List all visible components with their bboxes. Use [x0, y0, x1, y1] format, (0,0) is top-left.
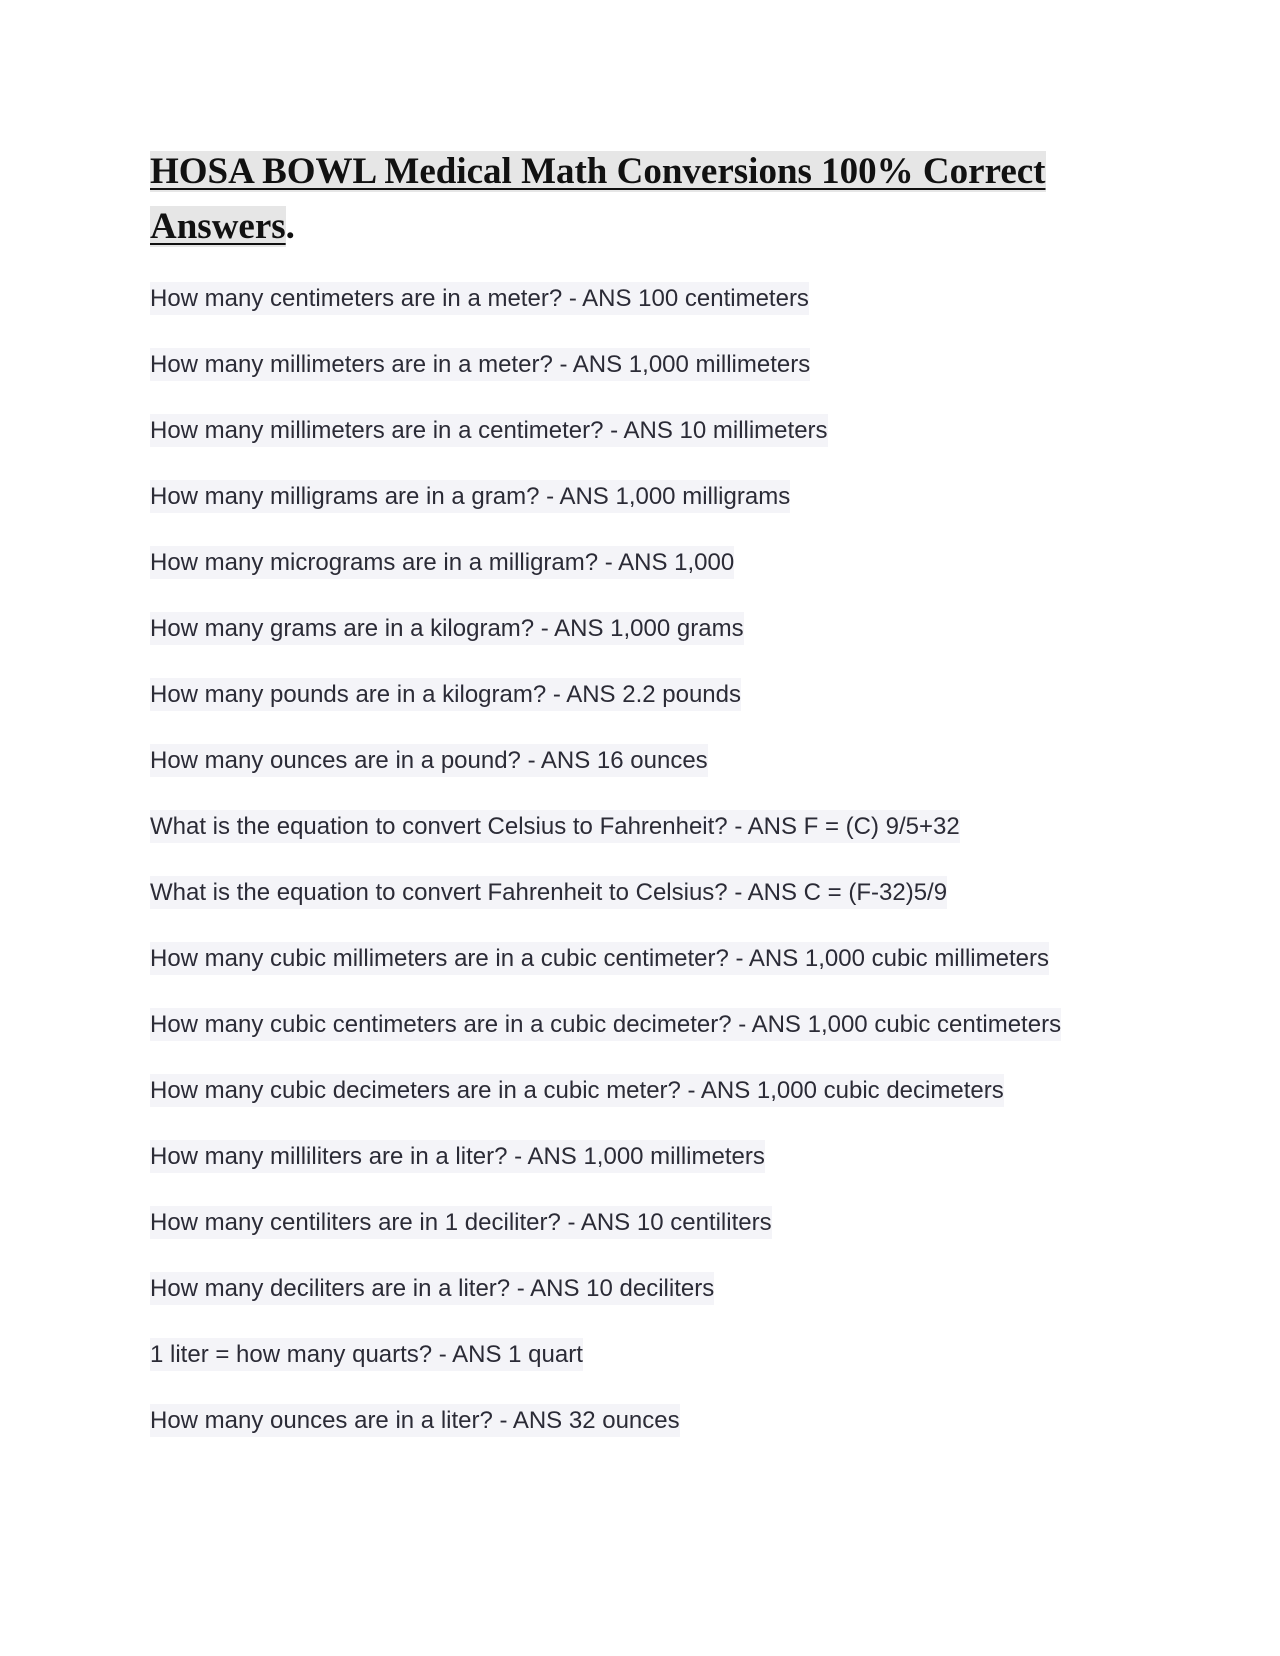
- qa-item-text: How many cubic centimeters are in a cubic decimeter? - ANS 1,000 cubic centimeters: [150, 1008, 1061, 1041]
- qa-item: [150, 409, 1200, 475]
- qa-item: [150, 1135, 1200, 1201]
- qa-item-text: How many centimeters are in a meter? - ANS 100 centimeters: [150, 282, 809, 315]
- qa-item: [150, 541, 1200, 607]
- qa-item-text: How many deciliters are in a liter? - ANS 10 deciliters: [150, 1272, 714, 1305]
- qa-item-text: How many milliliters are in a liter? - ANS 1,000 millimeters: [150, 1140, 765, 1173]
- qa-item: [150, 1201, 1200, 1267]
- qa-item-text: What is the equation to convert Celsius to Fahrenheit? - ANS F = (C) 9/5+32: [150, 810, 960, 843]
- qa-item: [150, 937, 1200, 1003]
- qa-item: [150, 871, 1200, 937]
- qa-item-text: What is the equation to convert Fahrenheit to Celsius? - ANS C = (F-32)5/9: [150, 876, 947, 909]
- document-title-text: HOSA BOWL Medical Math Conversions 100% Correct Answers: [150, 151, 1046, 247]
- qa-item-text: How many centiliters are in 1 deciliter? - ANS 10 centiliters: [150, 1206, 772, 1239]
- qa-item-text: How many micrograms are in a milligram? - ANS 1,000: [150, 546, 734, 579]
- document-title-period: .: [285, 206, 295, 247]
- qa-item: [150, 343, 1200, 409]
- qa-item: [150, 805, 1200, 871]
- qa-list: [150, 277, 1200, 1465]
- qa-item-text: How many cubic decimeters are in a cubic meter? - ANS 1,000 cubic decimeters: [150, 1074, 1004, 1107]
- qa-item: [150, 1333, 1200, 1399]
- qa-item: [150, 1399, 1200, 1465]
- qa-item-text: How many ounces are in a liter? - ANS 32 ounces: [150, 1404, 680, 1437]
- qa-item-text: How many milligrams are in a gram? - ANS 1,000 milligrams: [150, 480, 790, 513]
- qa-item-text: How many ounces are in a pound? - ANS 16 ounces: [150, 744, 708, 777]
- qa-item-text: How many millimeters are in a meter? - ANS 1,000 millimeters: [150, 348, 810, 381]
- qa-item-text: 1 liter = how many quarts? - ANS 1 quart: [150, 1338, 583, 1371]
- qa-item: [150, 1003, 1200, 1069]
- qa-item: [150, 1069, 1200, 1135]
- qa-item-text: How many grams are in a kilogram? - ANS 1,000 grams: [150, 612, 744, 645]
- qa-item-text: How many cubic millimeters are in a cubic centimeter? - ANS 1,000 cubic millimeters: [150, 942, 1049, 975]
- qa-item-text: How many millimeters are in a centimeter? - ANS 10 millimeters: [150, 414, 828, 447]
- qa-item: [150, 277, 1200, 343]
- qa-item: [150, 475, 1200, 541]
- qa-item-text: How many pounds are in a kilogram? - ANS 2.2 pounds: [150, 678, 741, 711]
- qa-item: [150, 739, 1200, 805]
- qa-item: [150, 673, 1200, 739]
- qa-item: [150, 607, 1200, 673]
- document-title: [150, 144, 1150, 254]
- qa-item: [150, 1267, 1200, 1333]
